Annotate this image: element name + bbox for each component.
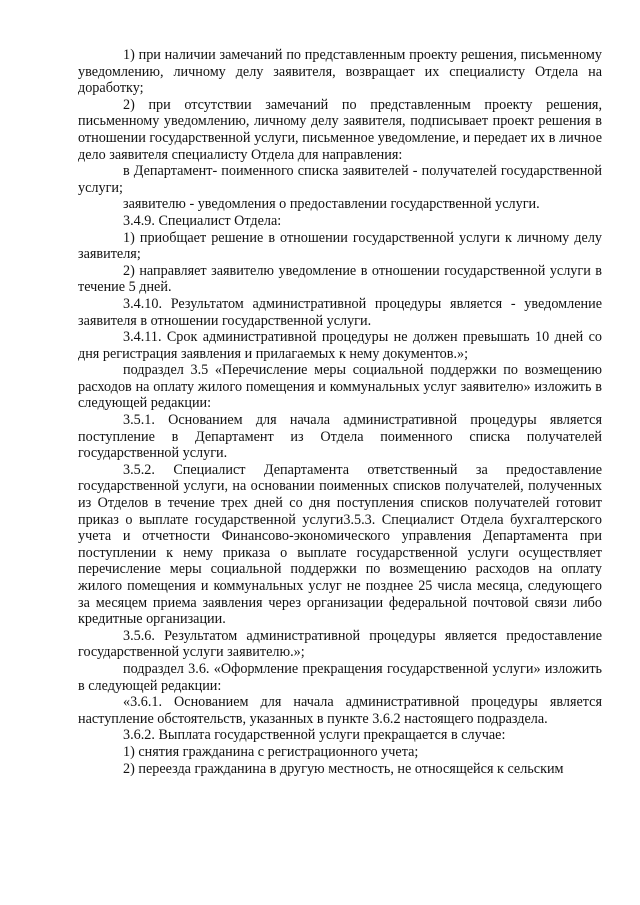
paragraph: 3.5.6. Результатом административной процедуры является предоставление государственной услуги заявителю.»;	[78, 627, 602, 661]
paragraph: «3.6.1. Основанием для начала административной процедуры является наступление обстоятельств, указанных в пункте 3.6.2 настоящего подраздела.	[78, 694, 602, 727]
paragraph: 3.4.9. Специалист Отдела:	[123, 212, 282, 229]
paragraph: 2) при отсутствии замечаний по представленным проекту решения, письменному уведомлению, личному делу заявителя, подписывает проект решения в отношении государственной услуги, письменное уведомление, и передает их в личное дело заявителя специалисту Отдела для направления:	[78, 96, 602, 163]
paragraph: заявителю - уведомления о предоставлении государственной услуги.	[123, 196, 540, 213]
paragraph: 3.6.2. Выплата государственной услуги прекращается в случае:	[123, 727, 506, 744]
paragraph: 1) приобщает решение в отношении государственной услуги к личному делу заявителя;	[78, 229, 602, 263]
document-body	[78, 47, 602, 777]
paragraph: 3.4.10. Результатом административной процедуры является - уведомление заявителя в отношении государственной услуги.	[78, 295, 602, 329]
paragraph: 3.5.1. Основанием для начала административной процедуры является поступление в Департамент из Отдела поименного списка получателей государственной услуги.	[78, 412, 602, 462]
paragraph: подраздел 3.6. «Оформление прекращения государственной услуги» изложить в следующей редакции:	[78, 660, 602, 694]
paragraph: подраздел 3.5 «Перечисление меры социальной поддержки по возмещению расходов на оплату жилого помещения и коммунальных услуг заявителю» изложить в следующей редакции:	[78, 362, 602, 412]
paragraph: 3.5.2. Специалист Департамента ответственный за предоставление государственной услуги, на основании поименных списков получателей, полученных из Отделов в течение трех дней со дня поступления списков получателей готовит приказ о выплате государственной услуги3.5.3. Специалист Отдела бухгалтерского учета и отчетности Финансово-экономического управления Департамента при поступлении к нему приказа о выплате государственной услуги осуществляет перечисление меры социальной поддержки по возмещению расходов на оплату жилого помещения и коммунальных услуг не позднее 25 числа месяца, следующего за месяцем приема заявления через организации федеральной почтовой связи либо кредитные организации.	[78, 461, 602, 628]
paragraph: 2) направляет заявителю уведомление в отношении государственной услуги в течение 5 дней.	[78, 262, 602, 296]
paragraph: 1) снятия гражданина с регистрационного учета;	[123, 743, 419, 760]
paragraph: 3.4.11. Срок административной процедуры не должен превышать 10 дней со дня регистрация заявления и прилагаемых к нему документов.»;	[78, 329, 602, 362]
paragraph: 1) при наличии замечаний по представленным проекту решения, письменному уведомлению, личному делу заявителя, возвращает их специалисту Отдела на доработку;	[78, 47, 602, 97]
paragraph: в Департамент- поименного списка заявителей - получателей государственной услуги;	[78, 163, 602, 196]
paragraph: 2) переезда гражданина в другую местность, не относящейся к сельским	[123, 760, 564, 777]
